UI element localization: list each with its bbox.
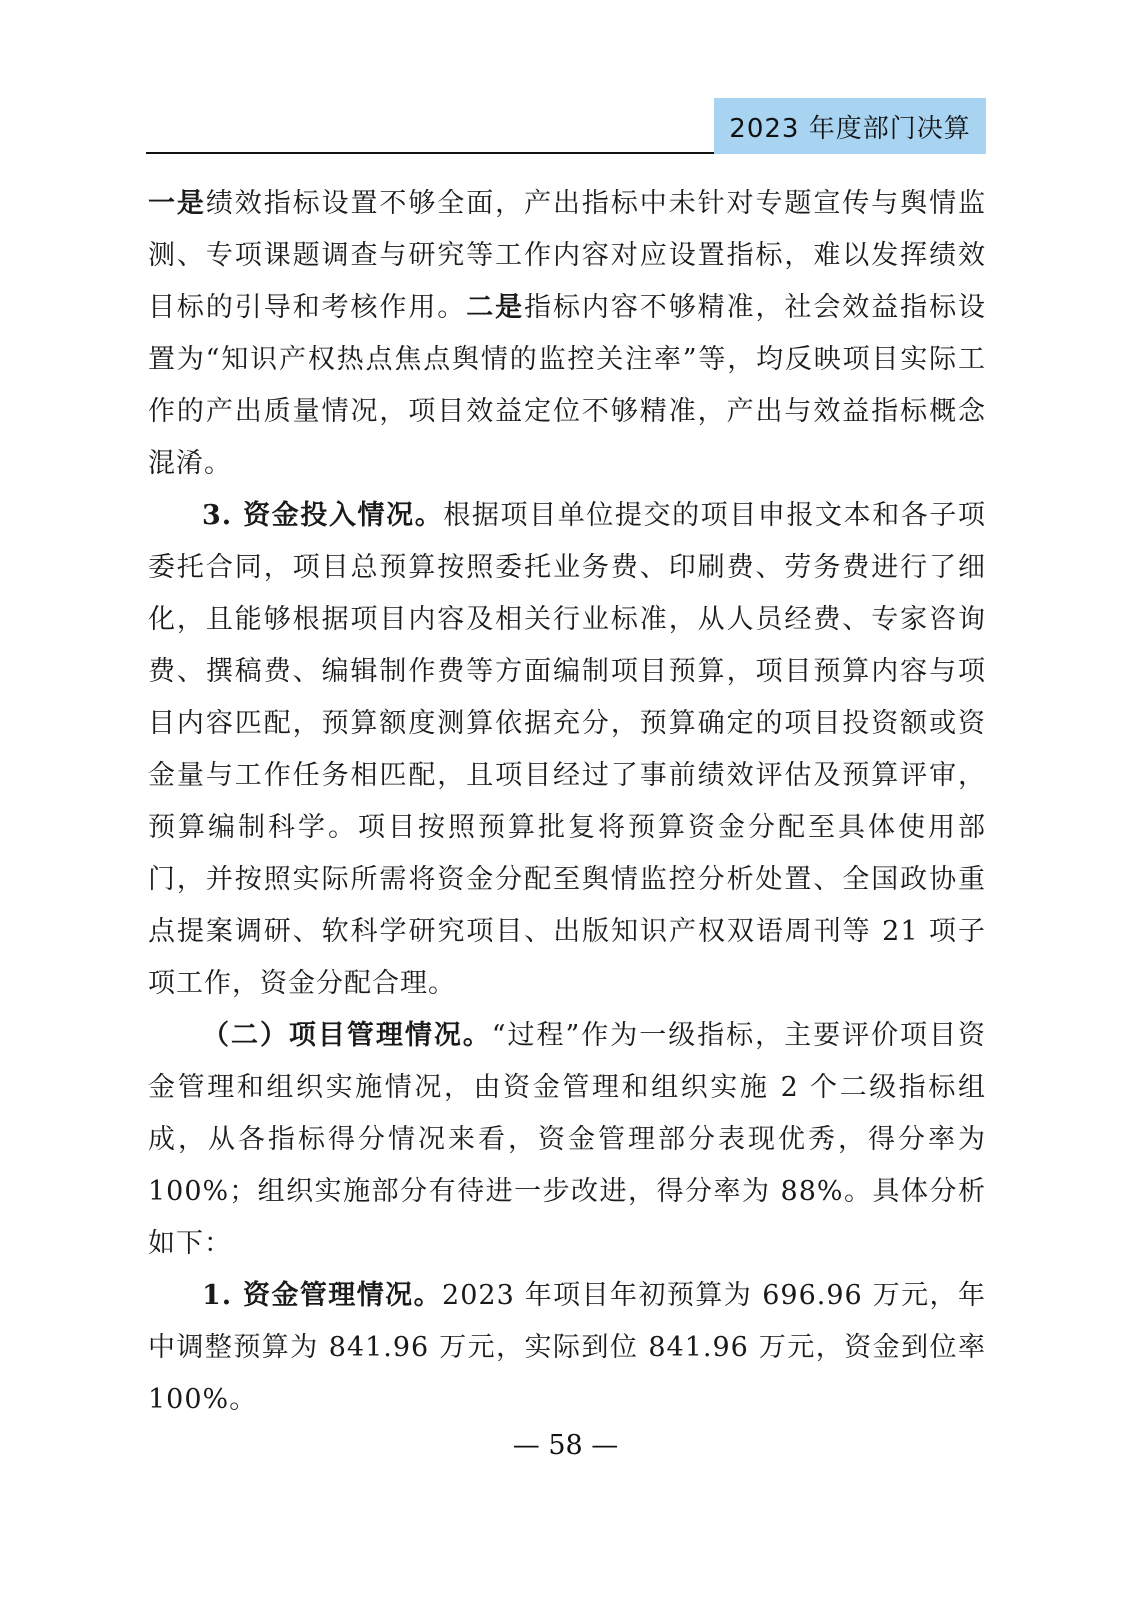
paragraph-text: 2023 年项目年初预算为 696.96 万元，年中调整预算为 841.96 万元，实际到位 841.96 万元，资金到位率 100%。 — [148, 1280, 986, 1415]
paragraph-lead: 一是 — [148, 188, 206, 219]
paragraph-indicator-issues — [148, 178, 986, 490]
paragraph-lead: 3. 资金投入情况。 — [202, 500, 444, 531]
paragraph-fund-management — [148, 1270, 986, 1426]
paragraph-text: 绩效指标设置不够全面，产出指标中未针对专题宣传与舆情监测、专项课题调查与研究等工作内容对应设置指标，难以发挥绩效目标的引导和考核作用。 — [148, 188, 987, 323]
page-number: — 58 — — [512, 1430, 619, 1461]
paragraph-text: 根据项目单位提交的项目申报文本和各子项委托合同，项目总预算按照委托业务费、印刷费、劳务费进行了细化，且能够根据项目内容及相关行业标准，从人员经费、专家咨询费、撰稿费、编辑制作费等方面编制项目预算，项目预算内容与项目内容匹配，预算额度测算依据充分，预算确定的项目投资额或资金量与工作任务相匹配，且项目经过了事前绩效评估及预算评审，预算编制科学。项目按照预算批复将预算资金分配至具体使用部门，并按照实际所需将资金分配至舆情监控分析处置、全国政协重点提案调研、软科学研究项目、出版知识产权双语周刊等 21 项子项工作，资金分配合理。 — [148, 500, 986, 999]
paragraph-text: “过程”作为一级指标，主要评价项目资金管理和组织实施情况，由资金管理和组织实施 2 个二级指标组成，从各指标得分情况来看，资金管理部分表现优秀，得分率为 100%；组织实施部分有待进一步改进，得分率为 88%。具体分析如下： — [148, 1020, 987, 1259]
document-body — [148, 178, 986, 1426]
paragraph-lead: 二是 — [466, 292, 525, 323]
paragraph-text: 指标内容不够精准，社会效益指标设置为“知识产权热点焦点舆情的监控关注率”等，均反映项目实际工作的产出质量情况，项目效益定位不够精准，产出与效益指标概念混淆。 — [148, 292, 987, 479]
paragraph-lead: （二）项目管理情况。 — [202, 1020, 492, 1051]
paragraph-lead: 1. 资金管理情况。 — [202, 1280, 443, 1311]
paragraph-funding-input — [148, 490, 986, 1010]
paragraph-project-management — [148, 1010, 986, 1270]
header-title: 2023 年度部门决算 — [714, 98, 986, 154]
